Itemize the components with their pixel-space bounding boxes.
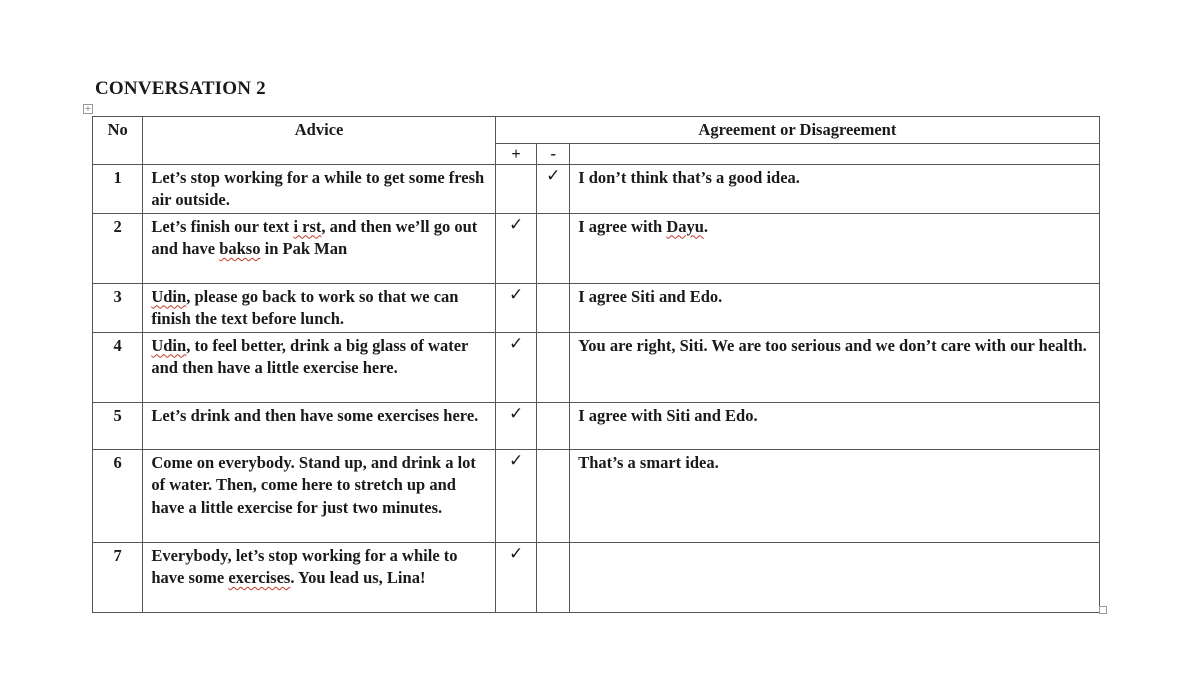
table-move-handle-icon[interactable]: +: [84, 104, 92, 113]
advice-text-flagged: Udin: [151, 286, 187, 306]
agree-cell: [495, 542, 537, 612]
disagree-cell: [537, 332, 570, 402]
response-text: I agree with: [578, 216, 667, 236]
response-text-flagged: Dayu: [666, 216, 704, 236]
agree-cell: [495, 449, 537, 542]
row-number: 5: [93, 402, 143, 449]
advice-text-flagged: i rst: [293, 216, 322, 236]
advice-cell: Let’s drink and then have some exercises here.: [143, 402, 495, 449]
advice-text: Let’s finish our text: [151, 216, 294, 236]
response-cell: I agree Siti and Edo.: [570, 283, 1100, 332]
advice-cell: [143, 542, 495, 612]
agree-cell: [495, 332, 537, 402]
check-icon: ✓: [508, 450, 524, 471]
check-icon: ✓: [546, 165, 561, 186]
table-row: [93, 164, 1100, 213]
row-number: 1: [93, 164, 143, 213]
disagree-cell: [537, 542, 570, 612]
disagree-cell: [537, 449, 570, 542]
advice-text-flagged: bakso: [219, 239, 261, 258]
header-advice: Advice: [143, 117, 495, 165]
disagree-cell: [537, 283, 570, 332]
response-text: .: [703, 216, 709, 236]
advice-text-flagged: exercises: [228, 568, 291, 587]
check-icon: ✓: [508, 214, 524, 235]
disagree-cell: [537, 213, 570, 283]
advice-text: , and then we’ll go out and have: [151, 216, 478, 258]
response-cell: [570, 542, 1100, 612]
table-header-row: [93, 117, 1100, 144]
advice-text: , to feel better, drink a big glass of water and then have a little exercise here.: [151, 335, 469, 377]
agree-cell: [495, 164, 537, 213]
advice-text-flagged: Udin: [151, 335, 187, 355]
header-plus: +: [495, 143, 537, 164]
advice-cell: [143, 283, 495, 332]
advice-text: some fresh air outside.: [151, 167, 485, 209]
check-icon: ✓: [508, 284, 524, 305]
header-no: No: [93, 117, 143, 165]
table-row: [93, 449, 1100, 542]
advice-text: Let’s stop working for a while to get: [151, 167, 409, 187]
table-resize-handle-icon[interactable]: [1099, 606, 1107, 614]
row-number: 7: [93, 542, 143, 612]
advice-text: . You lead us, Lina!: [290, 568, 426, 587]
row-number: 4: [93, 332, 143, 402]
response-cell: [570, 213, 1100, 283]
disagree-cell: [537, 164, 570, 213]
advice-cell: [143, 332, 495, 402]
header-agreement: Agreement or Disagreement: [495, 117, 1099, 144]
table-row: [93, 332, 1100, 402]
table-row: [93, 213, 1100, 283]
response-cell: You are right, Siti. We are too serious and we don’t care with our health.: [570, 332, 1100, 402]
conversation-table: [92, 116, 1100, 613]
row-number: 2: [93, 213, 143, 283]
check-icon: ✓: [508, 403, 524, 424]
table-row: [93, 283, 1100, 332]
table-row: [93, 402, 1100, 449]
agree-cell: [495, 213, 537, 283]
response-cell: I agree with Siti and Edo.: [570, 402, 1100, 449]
response-cell: That’s a smart idea.: [570, 449, 1100, 542]
advice-text: , please go back to work so that we can finish the text before lunch.: [151, 286, 459, 328]
header-minus: -: [537, 143, 570, 164]
advice-cell: [143, 213, 495, 283]
document-heading: CONVERSATION 2: [95, 78, 266, 99]
table-row: [93, 542, 1100, 612]
advice-cell: Come on everybody. Stand up, and drink a lot of water. Then, come here to stretch up and have a little exercise for just two minutes.: [143, 449, 495, 542]
row-number: 3: [93, 283, 143, 332]
disagree-cell: [537, 402, 570, 449]
advice-cell: [143, 164, 495, 213]
check-icon: ✓: [508, 333, 524, 354]
advice-text: Everybody, let’s stop working for a while to have some: [151, 545, 458, 587]
header-response-blank: [570, 143, 1100, 164]
row-number: 6: [93, 449, 143, 542]
agree-cell: [495, 283, 537, 332]
agree-cell: [495, 402, 537, 449]
check-icon: ✓: [508, 543, 524, 564]
response-cell: I don’t think that’s a good idea.: [570, 164, 1100, 213]
advice-text: in Pak Man: [260, 239, 348, 258]
